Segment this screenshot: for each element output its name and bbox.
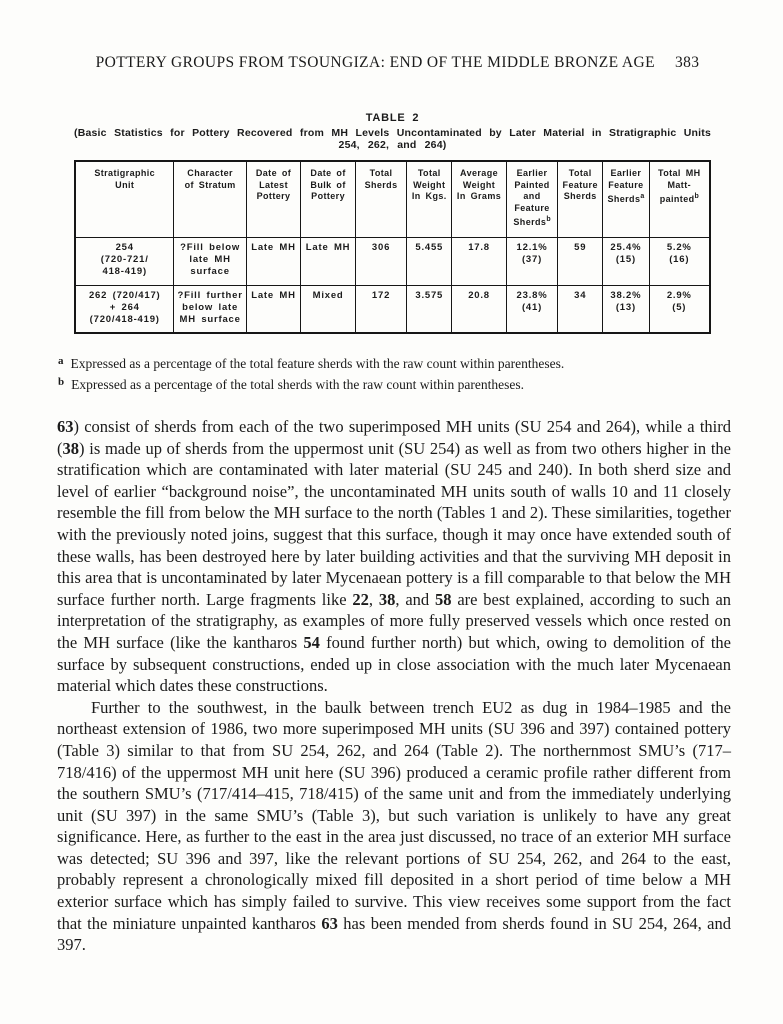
table-cell: 23.8% (41)	[506, 285, 557, 333]
header-row	[75, 161, 710, 237]
footnote-text: Expressed as a percentage of the total feature sherds with the raw count within parentheses.	[70, 356, 565, 371]
table-cell: ?Fill further below late MH surface	[174, 285, 246, 333]
catalogue-number: 63	[321, 913, 338, 933]
text-run: are best explained, according to such an interpretation of the stratigraphy, as examples of more fully preserved vessels which once rested on the MH surface (like the kantharos	[57, 589, 732, 652]
catalogue-number: 22	[352, 589, 369, 609]
table-cell: 59	[558, 237, 603, 285]
text-run: , and	[395, 589, 435, 609]
page-number: 383	[674, 54, 700, 71]
catalogue-number: 38	[378, 589, 396, 609]
catalogue-number: 58	[434, 589, 452, 609]
column-header: Date of Bulk of Pottery	[301, 161, 356, 237]
column-header: Total MH Matt- painted$^b$	[649, 161, 710, 237]
table-cell: 254 (720-721/ 418-419)	[75, 237, 174, 285]
footnote-reference: b	[694, 193, 699, 200]
column-header: Earlier Painted and Feature Sherds$^b$	[506, 161, 557, 237]
stats-table	[74, 160, 711, 334]
column-header: Date of Latest Pottery	[246, 161, 301, 237]
text-run: has been mended from sherds found in SU 254, 264, and 397.	[57, 913, 731, 955]
table-caption-line2: 254, 262, and 264)	[338, 139, 447, 151]
table-caption-line1: (Basic Statistics for Pottery Recovered from MH Levels Uncontaminated by Later Material in Stratigraphic Units	[74, 127, 711, 139]
text-run: found further north) but which, owing to demolition of the surface by subsequent constructions, ended up in close association with the much later Mycenaean material which dates these constructions.	[57, 632, 731, 696]
text-run: Further to the southwest, in the baulk between trench EU2 as dug in 1984–1985 and the northeast extension of 1986, two more superimposed MH units (SU 396 and 397) contained pottery (Table 3) similar to that from SU 254, 262, and 264 (Table 2). The northernmost SMU’s (717–718/416) of the uppermost MH unit here (SU 396) produced a ceramic profile rather different from the southern SMU’s (717/414–415, 718/415) of the same unit and from the immediately underlying unit (SU 397) in the same SMU’s (Table 3), but such variation is unlikely to have any great significance. Here, as further to the east in the area just discussed, no trace of an exterior MH surface was detected; SU 396 and 397, like the relevant portions of SU 254, 262, and 264 to the east, probably represent a chronologically mixed fill deposited in a short period of time below a MH exterior surface which has simply failed to survive. This view receives some support from the fact that the miniature unpainted kantharos	[57, 697, 731, 933]
stats-table-head	[75, 161, 710, 237]
table-title: TABLE 2	[365, 112, 420, 124]
table-cell: 306	[355, 237, 406, 285]
text-run: ) consist of sherds from each of the two superimposed MH units (SU 254 and 264), while a third (	[57, 417, 731, 458]
stats-table-body	[75, 237, 710, 333]
column-header: Total Sherds	[355, 161, 406, 237]
running-head	[57, 54, 738, 72]
column-header: Average Weight In Grams	[452, 161, 507, 237]
footnote-marker: a	[58, 355, 64, 367]
column-header: Total Weight In Kgs.	[407, 161, 452, 237]
table-cell: Late MH	[301, 237, 356, 285]
footnote-marker: b	[58, 376, 65, 388]
column-header: Total Feature Sherds	[558, 161, 603, 237]
table-cell: 3.575	[407, 285, 452, 333]
table-row	[75, 285, 710, 333]
table-cell: 262 (720/417) + 264 (720/418-419)	[75, 285, 174, 333]
table-cell: 34	[558, 285, 603, 333]
column-header: Character of Stratum	[174, 161, 246, 237]
table-cell: 2.9% (5)	[649, 285, 710, 333]
footnote-text: Expressed as a percentage of the total sherds with the raw count within parentheses.	[71, 377, 524, 392]
catalogue-number: 54	[303, 632, 320, 652]
table-cell: 172	[355, 285, 406, 333]
table-row	[75, 237, 710, 285]
text-run: ) is made up of sherds from the uppermost unit (SU 254) as well as from two others higher in the stratification which are contaminated with later material (SU 245 and 240). In both sherd size and level of earlier “background noise”, the uncontaminated MH units south of walls 10 and 11 closely resemble the fill from below the MH surface to the north (Tables 1 and 2). These similarities, together with the previously noted joins, suggest that this surface, though it may once have extended south of these walls, has been destroyed here by later building activities and that the surviving MH deposit in this area that is uncontaminated by later Mycenaean pottery is a fill comparable to that below the MH surface further north. Large fragments like	[57, 438, 731, 609]
table-cell: 5.455	[407, 237, 452, 285]
catalogue-number: 38	[62, 438, 79, 458]
table-cell: 17.8	[452, 237, 507, 285]
table-cell: 38.2% (13)	[603, 285, 649, 333]
running-head-title: POTTERY GROUPS FROM TSOUNGIZA: END OF THE MIDDLE BRONZE AGE	[95, 54, 655, 71]
footnote	[58, 373, 718, 394]
paragraph	[57, 697, 731, 956]
footnote-reference: a	[640, 193, 645, 200]
table-cell: Late MH	[246, 237, 301, 285]
table-footnotes	[58, 352, 718, 394]
column-header: Earlier Feature Sherds$^a$	[603, 161, 649, 237]
footnote-reference: b	[546, 216, 551, 223]
table-cell: ?Fill below late MH surface	[174, 237, 246, 285]
table-cell: 20.8	[452, 285, 507, 333]
footnote	[58, 352, 718, 373]
body-text	[57, 416, 731, 956]
column-header: Stratigraphic Unit	[75, 161, 174, 237]
catalogue-number: 63	[57, 417, 74, 436]
table-cell: Late MH	[246, 285, 301, 333]
table-cell: 12.1% (37)	[506, 237, 557, 285]
table-cell: 25.4% (15)	[603, 237, 649, 285]
table-cell: Mixed	[301, 285, 356, 333]
table-area	[74, 112, 711, 334]
paragraph	[57, 416, 731, 697]
table-cell: 5.2% (16)	[649, 237, 710, 285]
text-run: ,	[368, 589, 379, 609]
